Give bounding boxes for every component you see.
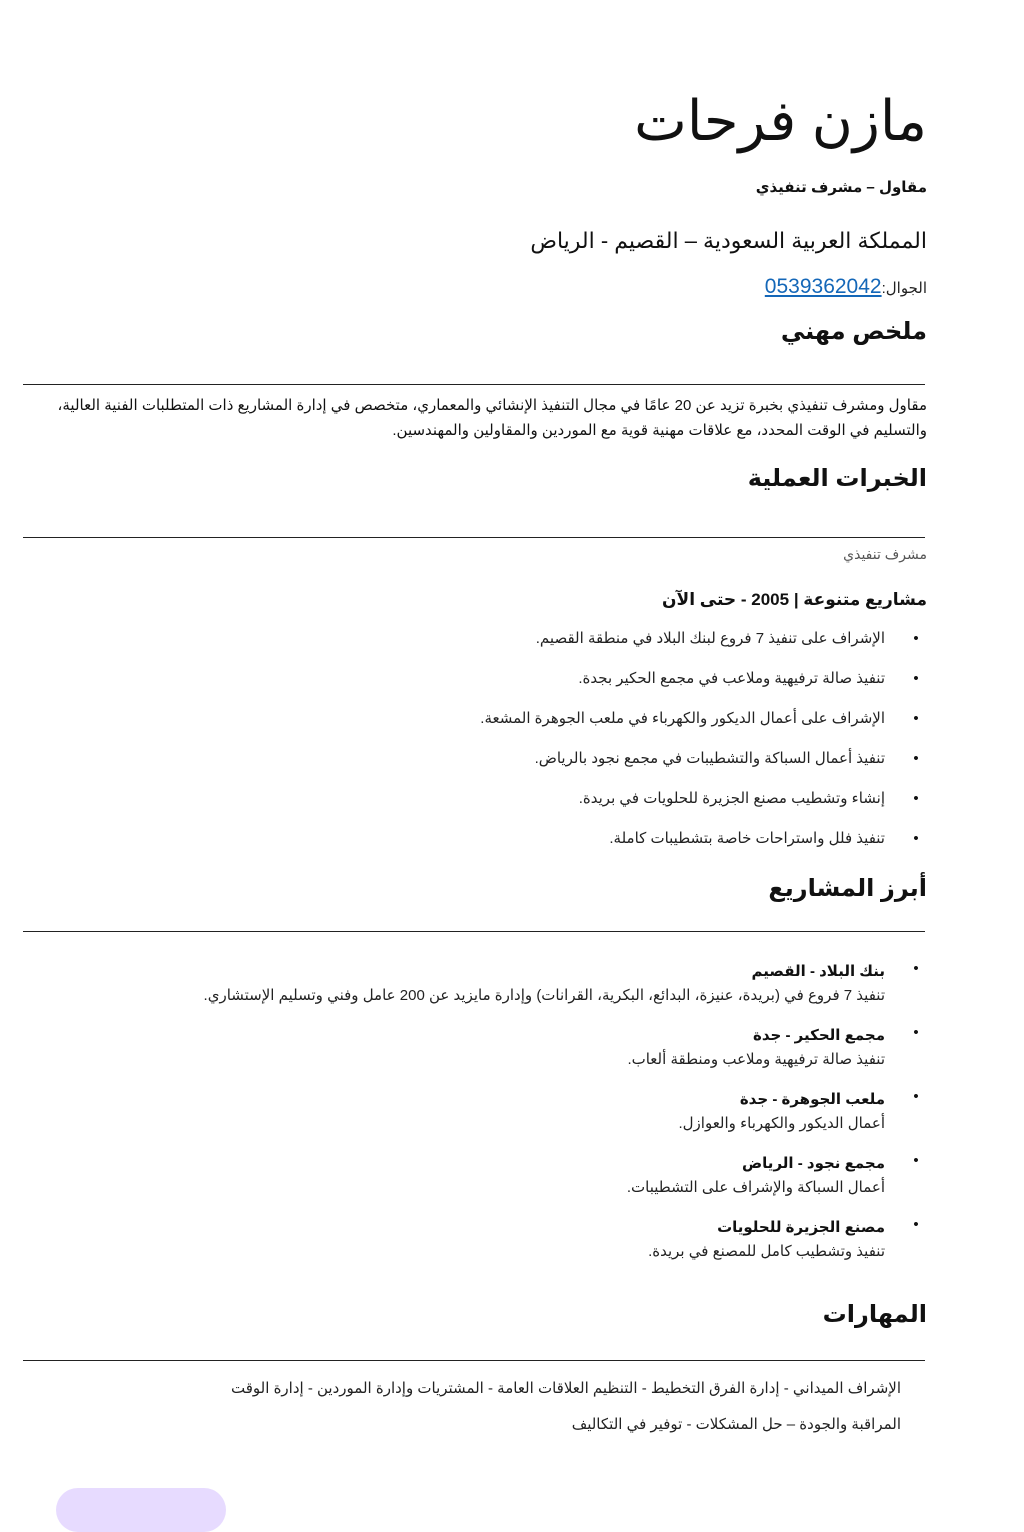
experience-item: • تنفيذ صالة ترفيهية وملاعب في مجمع الحكير بجدة. xyxy=(67,666,927,706)
projects-heading: أبرز المشاريع xyxy=(768,875,927,902)
candidate-name: مازن فرحات xyxy=(634,89,927,152)
projects-list xyxy=(67,960,927,1280)
job-title: مقاول – مشرف تنفيذي xyxy=(755,179,927,196)
experience-period: مشاريع متنوعة | 2005 - حتى الآن xyxy=(662,590,927,609)
project-item xyxy=(67,1024,927,1072)
location: المملكة العربية السعودية – القصيم - الرياض xyxy=(530,228,927,253)
experience-list xyxy=(67,626,927,866)
project-name: • مجمع نجود - الرياض xyxy=(742,1155,885,1172)
project-description: أعمال السباكة والإشراف على التشطيبات. xyxy=(626,1179,885,1196)
floating-action-shape[interactable] xyxy=(56,1488,226,1532)
summary-heading: ملخص مهني xyxy=(780,318,927,345)
skills-divider xyxy=(23,1360,925,1361)
phone-link[interactable]: 0539362042 xyxy=(764,275,882,298)
project-item xyxy=(67,960,927,1008)
projects-divider xyxy=(23,931,925,932)
summary-text: مقاول ومشرف تنفيذي بخبرة تزيد عن 20 عامًا في مجال التنفيذ الإنشائي والمعماري، متخصص في إدارة المشاريع ذات المتطلبات الفنية العالية، والتسليم في الوقت المحدد، مع علاقات مهنية قوية مع الموردين والمقاولين والمهندسين. xyxy=(57,397,927,439)
summary-divider xyxy=(23,384,925,385)
project-name: • مصنع الجزيرة للحلويات xyxy=(717,1219,885,1236)
project-description: تنفيذ صالة ترفيهية وملاعب ومنطقة ألعاب. xyxy=(627,1051,885,1068)
project-item xyxy=(67,1152,927,1200)
experience-item: • تنفيذ فلل واستراحات خاصة بتشطيبات كاملة. xyxy=(67,826,927,866)
project-item xyxy=(67,1088,927,1136)
skills-heading: المهارات xyxy=(822,1301,927,1328)
project-name: • مجمع الحكير - جدة xyxy=(753,1027,885,1044)
project-item xyxy=(67,1216,927,1264)
experience-item: • الإشراف على تنفيذ 7 فروع لبنك البلاد في منطقة القصيم. xyxy=(67,626,927,666)
project-description: أعمال الديكور والكهرباء والعوازل. xyxy=(678,1115,885,1132)
project-name: • ملعب الجوهرة - جدة xyxy=(739,1091,885,1108)
experience-heading: الخبرات العملية xyxy=(747,465,927,492)
phone-row xyxy=(227,275,927,301)
skills-line-2: المراقبة والجودة – حل المشكلات - توفير في التكاليف xyxy=(571,1416,901,1433)
phone-label: الجوال: xyxy=(881,280,927,297)
experience-item: • إنشاء وتشطيب مصنع الجزيرة للحلويات في بريدة. xyxy=(67,786,927,826)
experience-item: • تنفيذ أعمال السباكة والتشطيبات في مجمع نجود بالرياض. xyxy=(67,746,927,786)
experience-item: • الإشراف على أعمال الديكور والكهرباء في ملعب الجوهرة المشعة. xyxy=(67,706,927,746)
project-name: • بنك البلاد - القصيم xyxy=(751,963,885,980)
experience-divider xyxy=(23,537,925,538)
skills-line-1: الإشراف الميداني - إدارة الفرق التخطيط - التنظيم العلاقات العامة - المشتريات وإدارة الموردين - إدارة الوقت xyxy=(231,1380,901,1397)
project-description: تنفيذ وتشطيب كامل للمصنع في بريدة. xyxy=(648,1243,885,1260)
project-description: تنفيذ 7 فروع في (بريدة، عنيزة، البدائع، البكرية، القرانات) وإدارة مايزيد عن 200 عامل وفني وتسليم الإستشاري. xyxy=(203,987,885,1004)
experience-role: مشرف تنفيذي xyxy=(843,546,927,562)
